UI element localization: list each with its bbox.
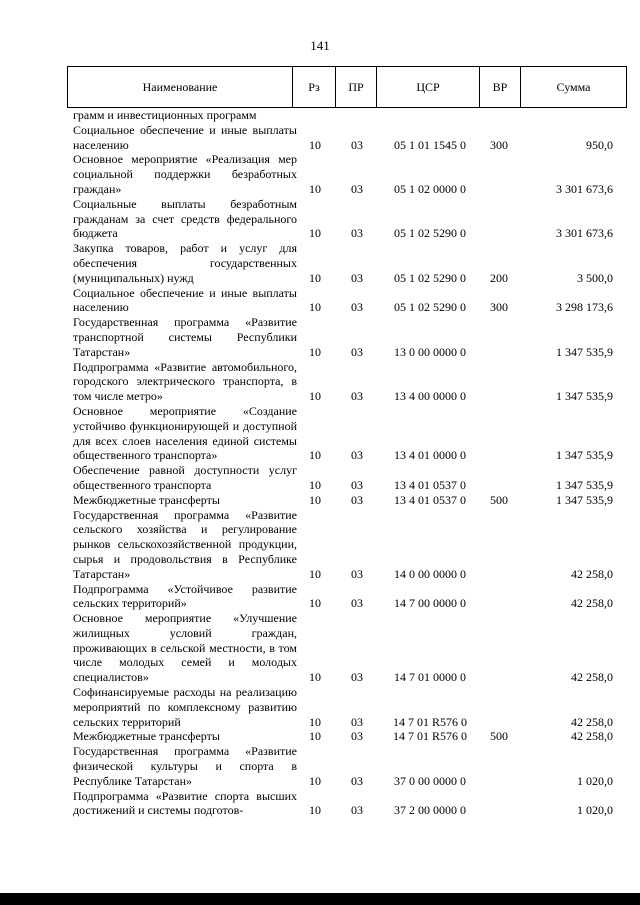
row-rz: 10 [309,492,321,507]
row-csr: 05 1 02 5290 0 [394,226,466,241]
row-pr: 03 [351,137,363,152]
row-csr: 05 1 02 5290 0 [394,300,466,315]
row-pr: 03 [351,714,363,729]
row-name: грамм и инвестиционных программ [73,108,257,122]
table-row [0,729,640,744]
table-row [0,315,640,359]
row-rz: 10 [309,270,321,285]
table-row [0,108,640,123]
row-name: Межбюджетные трансферты [73,492,220,507]
row-name: Подпрограмма «Устойчивое развитие сельских территорий» [73,581,297,611]
table-header [67,66,627,108]
row-name: Софинансируемые расходы на реализацию мероприятий по комплексному развитию сельских территорий [73,685,297,729]
row-sum: 42 258,0 [571,729,613,744]
row-sum: 42 258,0 [571,670,613,685]
page-number: 141 [310,38,330,53]
table-row [0,685,640,729]
row-rz: 10 [309,773,321,788]
row-sum: 950,0 [586,137,613,152]
row-sum: 3 500,0 [577,270,613,285]
row-csr: 37 2 00 0000 0 [394,803,466,818]
row-pr: 03 [351,389,363,404]
row-csr: 05 1 02 5290 0 [394,270,466,285]
row-csr: 14 7 00 0000 0 [394,596,466,611]
table-row [0,508,640,582]
row-csr: 13 4 01 0000 0 [394,448,466,463]
row-pr: 03 [351,181,363,196]
table-row [0,611,640,685]
table-row [0,493,640,508]
row-pr: 03 [351,448,363,463]
row-sum: 42 258,0 [571,596,613,611]
row-pr: 03 [351,300,363,315]
row-pr: 03 [351,729,363,744]
row-sum: 1 347 535,9 [556,477,613,492]
row-rz: 10 [309,670,321,685]
row-csr: 13 4 01 0537 0 [394,492,466,507]
row-csr: 14 7 01 R576 0 [392,729,467,744]
row-sum: 42 258,0 [571,566,613,581]
row-rz: 10 [309,566,321,581]
row-name: Социальное обеспечение и иные выплаты населению [73,285,297,315]
row-pr: 03 [351,566,363,581]
table-row [0,360,640,404]
table-row [0,197,640,241]
row-vr: 500 [490,729,508,744]
table-row [0,241,640,285]
row-rz: 10 [309,448,321,463]
row-sum: 1 020,0 [577,773,613,788]
table-row [0,789,640,819]
row-rz: 10 [309,226,321,241]
header-csr: ЦСР [416,80,440,94]
row-vr: 300 [490,300,508,315]
row-pr: 03 [351,803,363,818]
row-csr: 37 0 00 0000 0 [394,773,466,788]
table-row [0,582,640,612]
header-sum: Сумма [556,80,591,94]
row-name: Основное мероприятие «Создание устойчиво функционирующей и доступной для всех слоев населения единой системы общественного транспорта» [73,403,297,463]
table-body [0,108,640,818]
row-sum: 1 347 535,9 [556,344,613,359]
row-pr: 03 [351,270,363,285]
row-vr: 500 [490,492,508,507]
row-pr: 03 [351,226,363,241]
scan-edge [0,893,640,905]
row-name: Подпрограмма «Развитие автомобильного, городского электрического транспорта, в том числе метро» [73,359,297,404]
row-name: Подпрограмма «Развитие спорта высших достижений и системы подготов- [73,788,297,818]
row-vr: 300 [490,137,508,152]
row-rz: 10 [309,596,321,611]
row-name: Закупка товаров, работ и услуг для обеспечения государственных (муниципальных) нужд [73,241,297,285]
row-name: Обеспечение равной доступности услуг общественного транспорта [73,463,297,492]
row-pr: 03 [351,477,363,492]
row-name: Социальное обеспечение и иные выплаты населению [73,122,297,152]
row-csr: 14 7 01 R576 0 [392,714,467,729]
row-csr: 13 4 00 0000 0 [394,389,466,404]
row-csr: 05 1 01 1545 0 [394,137,466,152]
row-sum: 3 301 673,6 [556,226,613,241]
header-rz: Рз [308,80,320,94]
row-csr: 13 0 00 0000 0 [394,344,466,359]
row-sum: 42 258,0 [571,714,613,729]
table-row [0,744,640,788]
header-pr: ПР [348,80,364,94]
table-row [0,463,640,493]
table-row [0,404,640,463]
table-row [0,123,640,153]
row-sum: 3 301 673,6 [556,181,613,196]
row-pr: 03 [351,596,363,611]
table-row [0,286,640,316]
row-name: Основное мероприятие «Реализация мер социальной поддержки безработных граждан» [73,152,297,196]
row-sum: 1 347 535,9 [556,389,613,404]
row-pr: 03 [351,492,363,507]
row-rz: 10 [309,181,321,196]
row-name: Основное мероприятие «Улучшение жилищных условий граждан, проживающих в сельской местности, в том числе молодых семей и молодых специалистов» [73,611,297,685]
row-name: Государственная программа «Развитие транспортной системы Республики Татарстан» [73,315,297,359]
row-rz: 10 [309,137,321,152]
row-sum: 3 298 173,6 [556,300,613,315]
row-vr: 200 [490,270,508,285]
row-name: Государственная программа «Развитие физической культуры и спорта в Республике Татарстан» [73,744,297,788]
row-name: Государственная программа «Развитие сельского хозяйства и регулирование рынков сельскохозяйственной продукции, сырья и продовольствия в Республике Татарстан» [73,507,297,581]
row-sum: 1 347 535,9 [556,448,613,463]
row-rz: 10 [309,477,321,492]
row-rz: 10 [309,803,321,818]
header-name: Наименование [142,80,218,94]
row-pr: 03 [351,773,363,788]
row-sum: 1 347 535,9 [556,492,613,507]
row-name: Социальные выплаты безработным гражданам за счет средств федерального бюджета [73,196,297,241]
row-sum: 1 020,0 [577,803,613,818]
row-pr: 03 [351,670,363,685]
row-csr: 13 4 01 0537 0 [394,477,466,492]
row-csr: 05 1 02 0000 0 [394,181,466,196]
row-csr: 14 0 00 0000 0 [394,566,466,581]
row-name: Межбюджетные трансферты [73,729,220,744]
row-rz: 10 [309,714,321,729]
row-rz: 10 [309,729,321,744]
row-pr: 03 [351,344,363,359]
row-rz: 10 [309,344,321,359]
row-csr: 14 7 01 0000 0 [394,670,466,685]
row-rz: 10 [309,300,321,315]
header-vr: ВР [492,80,508,94]
row-rz: 10 [309,389,321,404]
table-row [0,152,640,196]
